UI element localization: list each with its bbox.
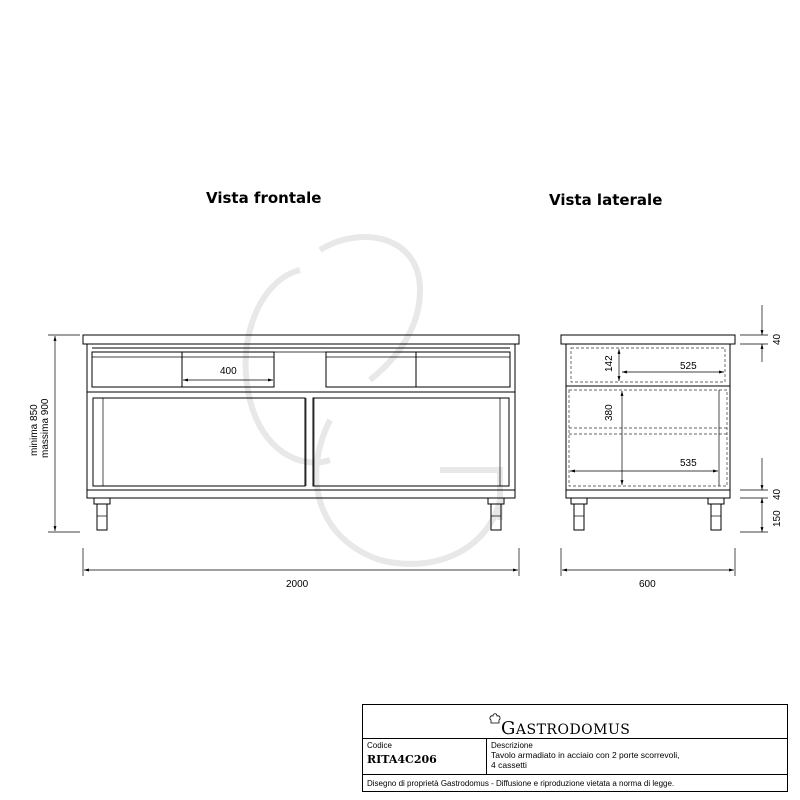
dim-side-total-depth: 600: [639, 579, 656, 590]
dim-side-drawer-depth: 525: [680, 361, 697, 372]
dim-front-drawer-width: 400: [220, 366, 237, 377]
title-block-logo-row: [363, 705, 787, 739]
description-value: [491, 750, 781, 770]
code-cell: [363, 739, 487, 774]
dim-side-inner-depth: 535: [680, 458, 697, 469]
title-block: [362, 704, 788, 792]
side-drawer: [571, 348, 725, 382]
dim-height-min: minima 850: [29, 404, 40, 456]
code-label: Codice: [367, 741, 392, 750]
watermark-logo: [246, 237, 500, 564]
dim-base-thickness: 40: [772, 488, 783, 500]
front-view-title: Vista frontale: [206, 189, 322, 207]
side-view-title: Vista laterale: [549, 191, 663, 209]
description-line-2: 4 cassetti: [491, 760, 527, 770]
side-foot-right: [708, 498, 724, 504]
dim-side-drawer-height: 142: [604, 355, 615, 372]
front-worktop: [83, 335, 519, 344]
description-label: Descrizione: [491, 741, 533, 750]
side-frame: [566, 344, 730, 498]
front-foot-left-leg: [97, 504, 107, 530]
description-line-1: Tavolo armadiato in acciaio con 2 porte scorrevoli,: [491, 750, 680, 760]
title-block-info-row: [363, 739, 787, 775]
dim-front-total-width: 2000: [286, 579, 309, 590]
front-foot-left: [94, 498, 110, 504]
side-foot-left: [571, 498, 587, 504]
copyright-notice: Disegno di proprietà Gastrodomus - Diffusione e riproduzione vietata a norma di legge.: [367, 779, 675, 788]
side-inner-cabinet: [569, 390, 727, 486]
dim-side-shelf-height: 380: [604, 404, 615, 421]
dim-height-max: massima 900: [40, 398, 51, 458]
code-value: RITA4C206: [367, 753, 437, 766]
front-frame: [87, 344, 515, 498]
side-worktop: [561, 335, 735, 344]
front-view: [29, 335, 519, 590]
side-foot-left-leg: [574, 504, 584, 530]
description-cell: [487, 739, 787, 774]
side-foot-right-leg: [711, 504, 721, 530]
side-view: [561, 305, 783, 590]
gastrodomus-logo: GASTRODOMUS: [501, 718, 631, 739]
chef-hat-icon: [489, 712, 501, 724]
dim-foot-height: 150: [772, 510, 783, 527]
dim-top-thickness: 40: [772, 333, 783, 345]
